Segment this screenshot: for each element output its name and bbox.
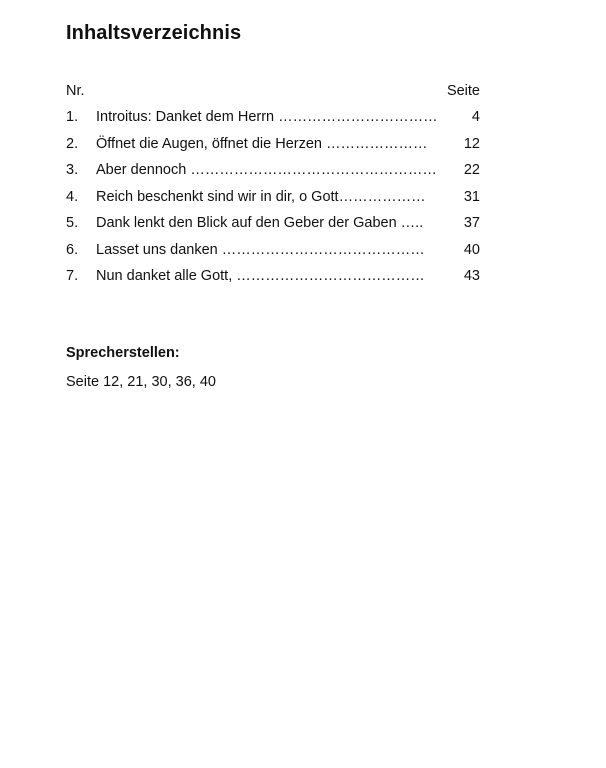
toc-entry [66,135,480,162]
toc-header [66,82,480,108]
toc-entry [66,267,480,294]
toc-entry-title: Nun danket alle Gott, ………………………………… [96,268,425,284]
toc-entry-title: Aber dennoch …………………………………………… [96,162,437,178]
toc-entry-number: 7. [66,268,79,284]
toc-number-header: Nr. [66,83,85,99]
sprecherstellen-heading: Sprecherstellen: [66,345,180,361]
toc-entry [66,214,480,241]
toc-entry-page: 4 [471,109,480,125]
toc-entry-number: 6. [66,241,79,258]
table-of-contents [66,82,480,294]
toc-entry-page: 43 [463,268,480,284]
toc-entry-page: 22 [463,162,480,178]
toc-entry-title: Öffnet die Augen, öffnet die Herzen ………………… [96,135,428,152]
toc-entry-page: 12 [463,135,480,152]
toc-entry-number: 2. [66,135,79,152]
toc-entry-title: Dank lenkt den Blick auf den Geber der Gaben ….. [96,215,424,231]
page-title: Inhaltsverzeichnis [66,22,242,44]
toc-entry-number: 3. [66,162,79,178]
toc-entry [66,108,480,135]
toc-entry [66,241,480,268]
toc-entry-page: 37 [463,215,480,231]
toc-entry-page: 31 [463,188,480,205]
toc-entry-title: Lasset uns danken …………………………………… [96,241,425,258]
toc-entry-number: 4. [66,188,79,205]
toc-entry-number: 5. [66,215,79,231]
sprecherstellen-text: Seite 12, 21, 30, 36, 40 [66,374,216,390]
toc-entry [66,161,480,188]
toc-entry-title: Reich beschenkt sind wir in dir, o Gott……………… [96,188,426,205]
toc-entry [66,188,480,215]
toc-entry-title: Introitus: Danket dem Herrn …………………………… [96,109,438,125]
toc-entry-page: 40 [463,241,480,258]
toc-page-header: Seite [446,83,480,99]
toc-entry-number: 1. [66,109,79,125]
